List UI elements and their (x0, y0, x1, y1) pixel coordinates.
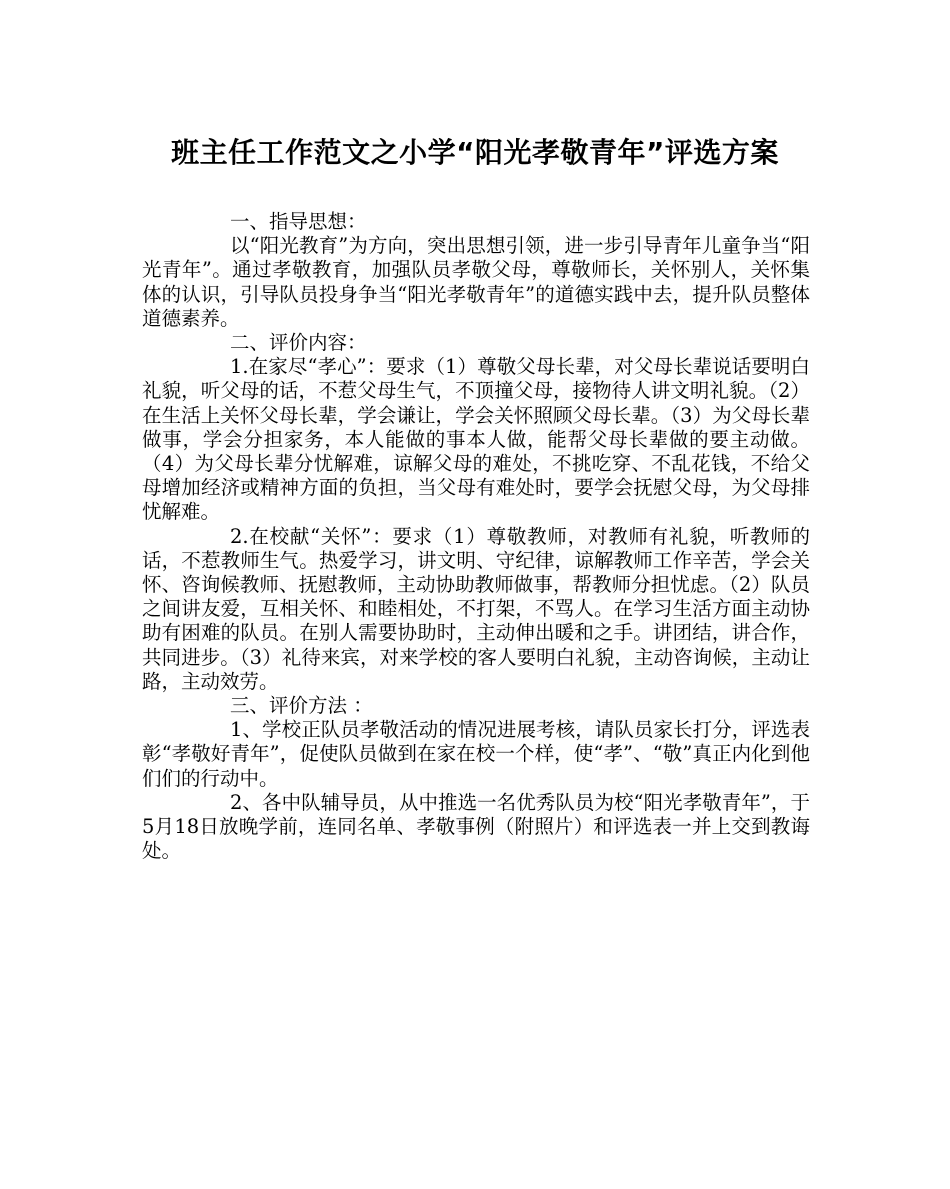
document-title: 班主任工作范文之小学“阳光孝敬青年”评选方案 (171, 136, 779, 169)
document-body (142, 210, 810, 863)
paragraph-filial-at-home: 1.在家尽“孝心”：要求（1）尊敬父母长辈，对父母长辈说话要明白礼貌，听父母的话，不惹父母生气，不顶撞父母，接物待人讲文明礼貌。（2）在生活上关怀父母长辈，学会谦让，学会关怀照顾父母长辈。（3）为父母长辈做事，学会分担家务，本人能做的事本人做，能帮父母长辈做的要主动做。（4）为父母长辈分忧解难，谅解父母的难处，不挑吃穿、不乱花钱，不给父母增加经济或精神方面的负担，当父母有难处时，要学会抚慰父母，为父母排忧解难。 (142, 355, 810, 524)
paragraph-care-at-school: 2.在校献“关怀”：要求（1）尊敬教师，对教师有礼貌，听教师的话，不惹教师生气。热爱学习，讲文明、守纪律，谅解教师工作辛苦，学会关怀、咨询候教师、抚慰教师，主动协助教师做事，帮教师分担忧虑。（2）队员之间讲友爱，互相关怀、和睦相处，不打架，不骂人。在学习生活方面主动协助有困难的队员。在别人需要协助时，主动伸出暖和之手。讲团结，讲合作，共同进步。（3）礼待来宾，对来学校的客人要明白礼貌，主动咨询候，主动让路，主动效劳。 (142, 524, 810, 693)
paragraph-guiding-ideology: 以“阳光教育”为方向，突出思想引领，进一步引导青年儿童争当“阳光青年”。通过孝敬教育，加强队员孝敬父母，尊敬师长，关怀别人，关怀集体的认识，引导队员投身争当“阳光孝敬青年”的道德实践中去，提升队员整体道德素养。 (142, 234, 810, 330)
section-heading-evaluation-method: 三、评价方法 ： (230, 694, 373, 718)
paragraph-method-1: 1、学校正队员孝敬活动的情况进展考核，请队员家长打分，评选表彰“孝敬好青年”，促使队员做到在家在校一个样，使“孝”、“敬”真正内化到他们们的行动中。 (142, 718, 810, 790)
section-heading-evaluation-content: 二、评价内容： (230, 331, 367, 355)
paragraph-method-2: 2、各中队辅导员，从中推选一名优秀队员为校“阳光孝敬青年”，于5月18日放晚学前，连同名单、孝敬事例（附照片）和评选表一并上交到教诲处。 (142, 790, 810, 863)
section-heading-guiding-ideology: 一、指导思想： (230, 210, 367, 233)
